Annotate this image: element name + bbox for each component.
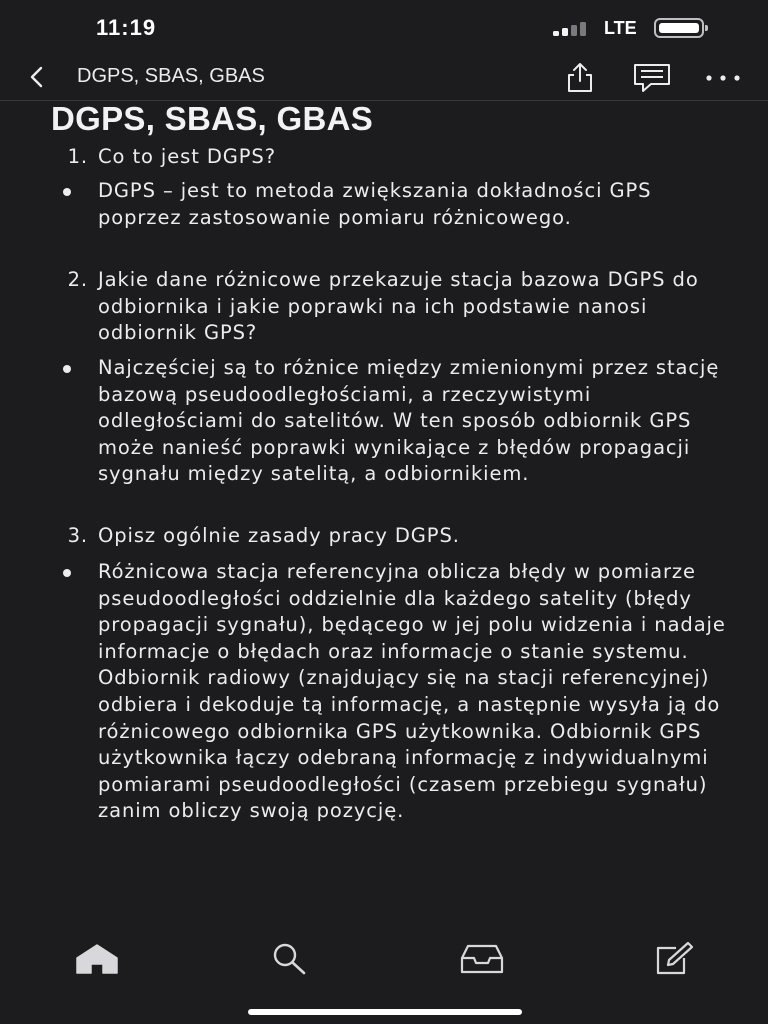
tab-inbox[interactable] xyxy=(458,940,502,976)
more-button[interactable] xyxy=(704,60,740,96)
list-item-text: Jakie dane różnicowe przekazuje stacja bazowa DGPS do odbiornika i jakie poprawki na ich podstawie nanosi odbiornik GPS? xyxy=(98,268,699,345)
list-item-text: DGPS – jest to metoda zwiększania dokładności GPS poprzez zastosowanie pomiaru różnicowego. xyxy=(98,179,652,229)
list-item xyxy=(98,559,738,825)
inbox-icon xyxy=(458,940,506,976)
signal-icon xyxy=(553,22,589,36)
nav-bar xyxy=(0,56,768,101)
home-icon xyxy=(75,940,119,976)
list-item xyxy=(98,355,738,488)
search-icon xyxy=(268,940,312,976)
bullet xyxy=(63,365,71,373)
bullet xyxy=(63,188,71,196)
tab-home[interactable] xyxy=(75,940,119,976)
comment-button[interactable] xyxy=(632,60,668,96)
network-label: LTE xyxy=(604,18,637,38)
chevron-left-icon xyxy=(26,64,50,92)
share-icon xyxy=(562,60,598,96)
battery-icon xyxy=(654,18,704,38)
back-button[interactable] xyxy=(26,64,50,92)
list-item-text: Co to jest DGPS? xyxy=(98,145,276,168)
list-item xyxy=(67,523,738,550)
list-item xyxy=(98,178,738,231)
nav-title: DGPS, SBAS, GBAS xyxy=(77,65,265,87)
bullet xyxy=(63,569,71,577)
list-item-text: Najczęściej są to różnice między zmienionymi przez stację bazową pseudoodległościami, a rzeczywistymi odległościami do satelitów. W ten sposób odbiornik GPS może nanieść poprawki wynikające z błędów propagacji sygnału między satelitą, a odbiornikiem. xyxy=(98,356,720,486)
tab-compose[interactable] xyxy=(654,940,698,976)
more-icon xyxy=(704,60,742,96)
list-item-text: Różnicowa stacja referencyjna oblicza błędy w pomiarze pseudoodległości oddzielnie dla każdego satelity (błędy propagacji sygnału), będącego w jej polu widzenia i nadaje informacje o błędach oraz informacje o stanie systemu. Odbiornik radiowy (znajdujący się na stacji referencyjnej) odbiera i dekoduje tą informację, a następnie wysyła ją do różnicowego odbiornika GPS użytkownika. Odbiornik GPS użytkownika łączy odebraną informację z indywidualnymi pomiarami pseudoodległości (czasem przebiegu sygnału) zanim obliczy swoją pozycję. xyxy=(98,560,726,823)
compose-icon xyxy=(654,940,698,976)
list-number: 1. xyxy=(67,145,88,168)
list-number: 2. xyxy=(67,268,88,291)
share-button[interactable] xyxy=(562,60,598,96)
status-bar xyxy=(0,0,768,56)
list-item xyxy=(67,267,738,347)
tab-bar xyxy=(0,930,768,990)
tab-search[interactable] xyxy=(268,940,312,976)
page-heading: DGPS, SBAS, GBAS xyxy=(51,100,374,137)
list-item-text: Opisz ogólnie zasady pracy DGPS. xyxy=(98,524,460,547)
home-indicator xyxy=(248,1009,522,1015)
comment-icon xyxy=(632,60,672,96)
list-item xyxy=(67,144,738,171)
list-number: 3. xyxy=(67,524,88,547)
status-time: 11:19 xyxy=(96,15,157,40)
